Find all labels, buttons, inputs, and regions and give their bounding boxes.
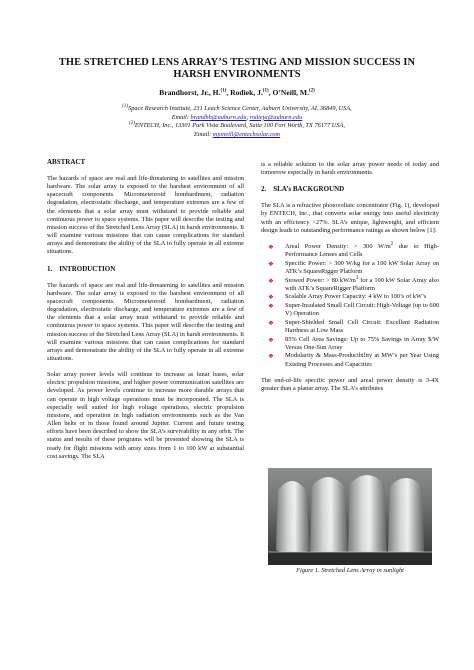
author-affil-mark: (1) (262, 88, 269, 94)
list-item: ❖ Modularity & Mass-Producibility at MW’s per Year Using Existing Processes and Capacities (268, 352, 439, 368)
lens-array-illustration (268, 468, 432, 565)
diamond-bullet-icon: ❖ (268, 303, 274, 311)
background-paragraph: The SLA is a refractive photovoltaic concentrator (Fig. 1), developed by ENTECH, Inc., that converts solar energy into useful electricity with an efficiency >27%. SLA’s unique, lightweight, and efficient design leads to outstanding performance ratings as shown below [1]: (261, 202, 439, 234)
list-item: ❖ Areal Power Density: > 300 $W/m^2$ due to High-Performance Lenses and Cells (268, 241, 439, 259)
intro-paragraph-2: Solar array power levels will continue to increase as lunar bases, solar electric propulsion missions, and higher power communication satellites are developed. As power levels continue to increase more durable arrays that can operate in high voltage operations must be incorporated. The SLA is especially well suited for high voltage operations, electric propulsion missions, and operation in high radiation environments such as the Van Allen belts or in those found around Jupiter. Current and future testing efforts have been described to show the SLA’s survivability in any orbit. The status and results of these programs will be presented showing the SLA is ready for flight missions with array sizes from 1 to 100 kW at substantial cost savings. The SLA (47, 371, 244, 460)
affil-mark: (2) (129, 121, 135, 127)
affiliations (40, 105, 434, 140)
left-column (47, 158, 244, 461)
email-label: Email: (194, 131, 212, 139)
diamond-bullet-icon: ❖ (268, 336, 274, 344)
diamond-bullet-icon: ❖ (268, 243, 274, 251)
figure-caption: Figure 1. Stretched Lens Array in sunlight (296, 567, 404, 574)
affiliation-1: Space Research Institute, 231 Leach Science Center, Auburn University, AL 36849, USA, (128, 105, 352, 112)
author-name: Brandhorst, Jr., H. (159, 88, 221, 97)
list-item: ❖ Scalable Array Power Capacity: 4 kW to 100’s of kW’s (268, 293, 427, 302)
affil-mark: (1) (122, 103, 129, 109)
author-name: O’Neill, M. (272, 88, 309, 97)
email-link-3[interactable]: mjoneill@entechsolar.com (212, 131, 280, 139)
diamond-bullet-icon: ❖ (268, 353, 274, 361)
email-label: Email: (171, 113, 189, 121)
background-paragraph-2: The end-of-life specific power and areal power density is 3-4X greater than a planar array. The SLA’s attributes (261, 377, 439, 393)
diamond-bullet-icon: ❖ (268, 277, 274, 285)
abstract-text: The hazards of space are real and life-threatening to satellites and mission hardware. The solar array is exposed to the harshest environment of all spacecraft components. Micrometeoroid bombardment, radiation degradation, electrostatic discharge, and temperature extremes are a few of the elements that a solar array must withstand to provide reliable and continuous power to space systems. This paper will describe the testing and mission success of the Stretched Lens Array (SLA) in harsh environments. It will examine various missions that can cause complications for standard arrays and demonstrate the ability of the SLA to fully operate in all extreme situations. (47, 175, 244, 256)
list-item: ❖ Super-Insulated Small Cell Circuit: High-Voltage (up to 600 V) Operation (268, 302, 439, 318)
continued-paragraph: is a reliable solution to the solar array power needs of today and tomorrow especially in harsh environments. (261, 161, 439, 177)
performance-list (261, 243, 439, 369)
diamond-bullet-icon: ❖ (268, 319, 274, 327)
section-heading-introduction: 1. INTRODUCTION (47, 264, 116, 273)
email-link-1[interactable]: brandhh@auburn.edu (190, 113, 247, 121)
intro-paragraph-1: The hazards of space are real and life-threatening to satellites and mission hardware. The solar array is exposed to the harshest environment of all spacecraft components. Micrometeoroid bombardment, radiation degradation, electrostatic discharge, and temperature extremes are a few of the elements that a solar array must withstand to provide reliable and continuous power to space systems. This paper will describe the testing and mission success of the Stretched Lens Array (SLA) in harsh environments. It will examine various missions that can cause complications for standard arrays and demonstrate the ability of the SLA to fully operate in all extreme situations. (47, 281, 244, 362)
affiliation-2: ENTECH, Inc., 13301 Park Vista Boulevard, Suite 100 Fort Worth, TX 76177 USA, (134, 122, 345, 130)
right-column (261, 161, 439, 394)
paper-title: THE STRETCHED LENS ARRAY’S TESTING AND MISSION SUCCESS IN HARSH ENVIRONMENTS (58, 57, 416, 80)
abstract-heading: ABSTRACT (47, 158, 86, 166)
author-affil-mark: (2) (308, 88, 315, 94)
list-item: ❖ Stowed Power: > 80 $kW/m^3$ for a 100 kW Solar Array also with ATK’s SquareRigger Platform (268, 275, 439, 292)
email-link-2[interactable]: rodieja@auburn.edu (249, 113, 303, 121)
list-item: ❖ Specific Power: > 300 W/kg for a 100 kW Solar Array on ATK’s SquareRigger Platform (268, 259, 439, 275)
section-heading-background: 2. SLA’s BACKGROUND (261, 185, 345, 194)
email-separator: , (246, 113, 249, 121)
author-affil-mark: (1) (220, 88, 227, 94)
author-name: Rodiek, J. (230, 88, 263, 97)
diamond-bullet-icon: ❖ (268, 294, 274, 302)
list-item: ❖ Super-Shielded Small Cell Circuit: Excellent Radiation Hardness at Low Mass (268, 318, 439, 334)
author-list: Brandhorst, Jr., H.$^{(1)}$, Rodiek, J.$^{(1)}$, O’Neill, M.$^{(2)}$ (159, 88, 315, 97)
figure-stretched-lens-array-photo (268, 468, 432, 565)
list-item: ❖ 85% Cell Area Savings: Up to 75% Savings in Array $/W Versus One-Sun Array (268, 335, 439, 351)
diamond-bullet-icon: ❖ (268, 260, 274, 268)
